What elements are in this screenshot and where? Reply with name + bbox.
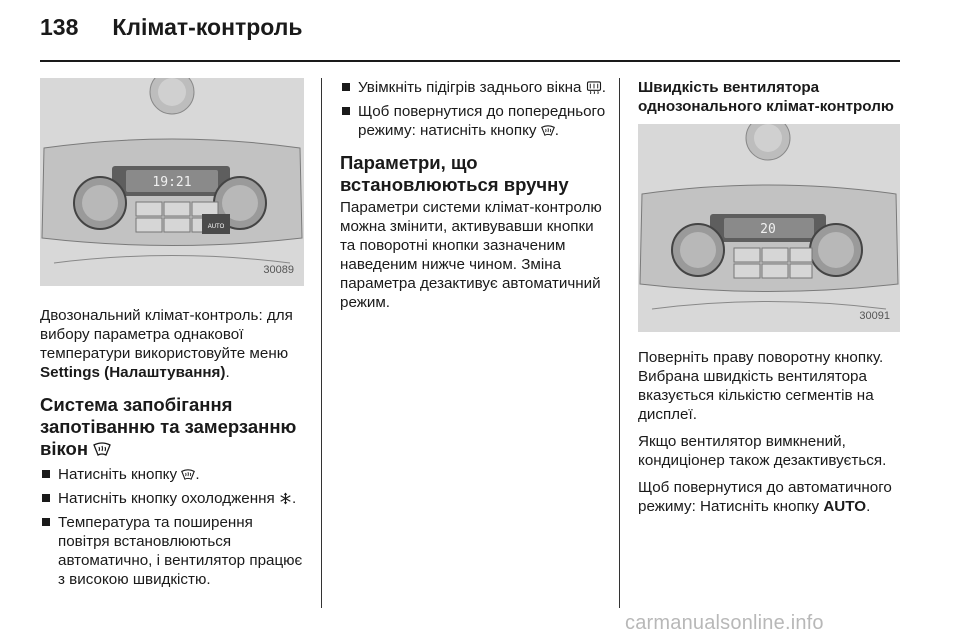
fan-para-3-text: Щоб повернутися до автоматичного режиму: Натисніть кнопку xyxy=(638,479,892,515)
defog-step-5-text: Щоб повернутися до попереднього режиму: натисніть кнопку xyxy=(358,103,606,139)
defog-step-4 xyxy=(340,78,608,97)
manual-settings-heading: Параметри, що встановлюються вручну xyxy=(340,152,569,195)
fan-speed-heading: Швидкість вентилятора однозонального клімат-контролю xyxy=(638,79,894,115)
defog-step-1-end: . xyxy=(195,466,200,483)
defog-step-1-text: Натисніть кнопку xyxy=(58,466,178,483)
figure-number: 30089 xyxy=(263,264,294,276)
defog-step-3 xyxy=(40,513,308,589)
climate-panel-figure-dual xyxy=(40,78,304,286)
panel-display-temp: 20 xyxy=(760,222,776,237)
climate-panel-figure-single xyxy=(638,124,900,332)
defog-steps xyxy=(40,465,308,589)
fan-para-1: Поверніть праву поворотну кнопку. Вибрана швидкість вентилятора вказується кількістю сегментів на дисплеї. xyxy=(638,349,884,423)
dual-zone-panel-illustration xyxy=(40,78,304,286)
defog-step-2-end: . xyxy=(291,490,297,507)
column-left xyxy=(40,78,308,589)
fan-para-3-end: . xyxy=(866,498,871,515)
page-header xyxy=(40,14,303,54)
figure-number: 30091 xyxy=(859,310,890,322)
windscreen-defrost-icon xyxy=(181,468,195,481)
windscreen-defrost-icon xyxy=(541,124,555,137)
fan-para-3 xyxy=(638,478,902,516)
page-number: 138 xyxy=(40,14,79,40)
windscreen-defrost-icon xyxy=(93,441,111,457)
defog-step-2 xyxy=(40,489,308,508)
defog-steps-continued xyxy=(340,78,608,140)
intro-paragraph xyxy=(40,306,308,382)
chapter-title: Клімат-контроль xyxy=(112,14,303,40)
single-zone-panel-illustration xyxy=(638,124,900,332)
defog-step-5 xyxy=(340,102,608,140)
column-right xyxy=(638,78,902,516)
panel-display-time: 19:21 xyxy=(152,175,192,190)
defog-step-3-text: Температура та поширення повітря встановлюються автоматично, і вентилятор працює з високою швидкістю. xyxy=(58,514,303,588)
watermark: carmanualsonline.info xyxy=(625,612,824,634)
settings-menu-label: Settings (Налаштування) xyxy=(40,364,226,381)
defog-step-5-end: . xyxy=(554,122,559,139)
header-rule xyxy=(40,60,900,62)
column-divider-1 xyxy=(321,78,322,608)
column-middle xyxy=(340,78,608,312)
defog-step-2-text: Натисніть кнопку охолодження xyxy=(58,490,275,507)
defog-heading-text: Система запобігання запотіванню та замерзанню вікон xyxy=(40,394,297,459)
fan-para-2: Якщо вентилятор вимкнений, кондиціонер також дезактивується. xyxy=(638,433,887,469)
defog-heading xyxy=(40,394,308,460)
panel-auto-button: AUTO xyxy=(207,224,225,230)
defog-step-4-end: . xyxy=(601,79,606,96)
intro-end: . xyxy=(225,364,230,381)
rear-window-heating-icon xyxy=(586,81,602,94)
defog-step-4-text: Увімкніть підігрів заднього вікна xyxy=(358,79,582,96)
column-divider-2 xyxy=(619,78,620,608)
snowflake-icon xyxy=(279,492,292,505)
defog-step-1 xyxy=(40,465,308,484)
auto-key-label: AUTO xyxy=(823,498,867,515)
manual-settings-paragraph: Параметри системи клімат-контролю можна змінити, активувавши кнопки та поворотні кнопки зазначеним наведеним нижче чином. Зміна параметра дезактивує автоматичний режим. xyxy=(340,199,602,311)
intro-text: Двозональний клімат-контроль: для вибору параметра однакової температури використовуйте меню xyxy=(40,307,293,362)
